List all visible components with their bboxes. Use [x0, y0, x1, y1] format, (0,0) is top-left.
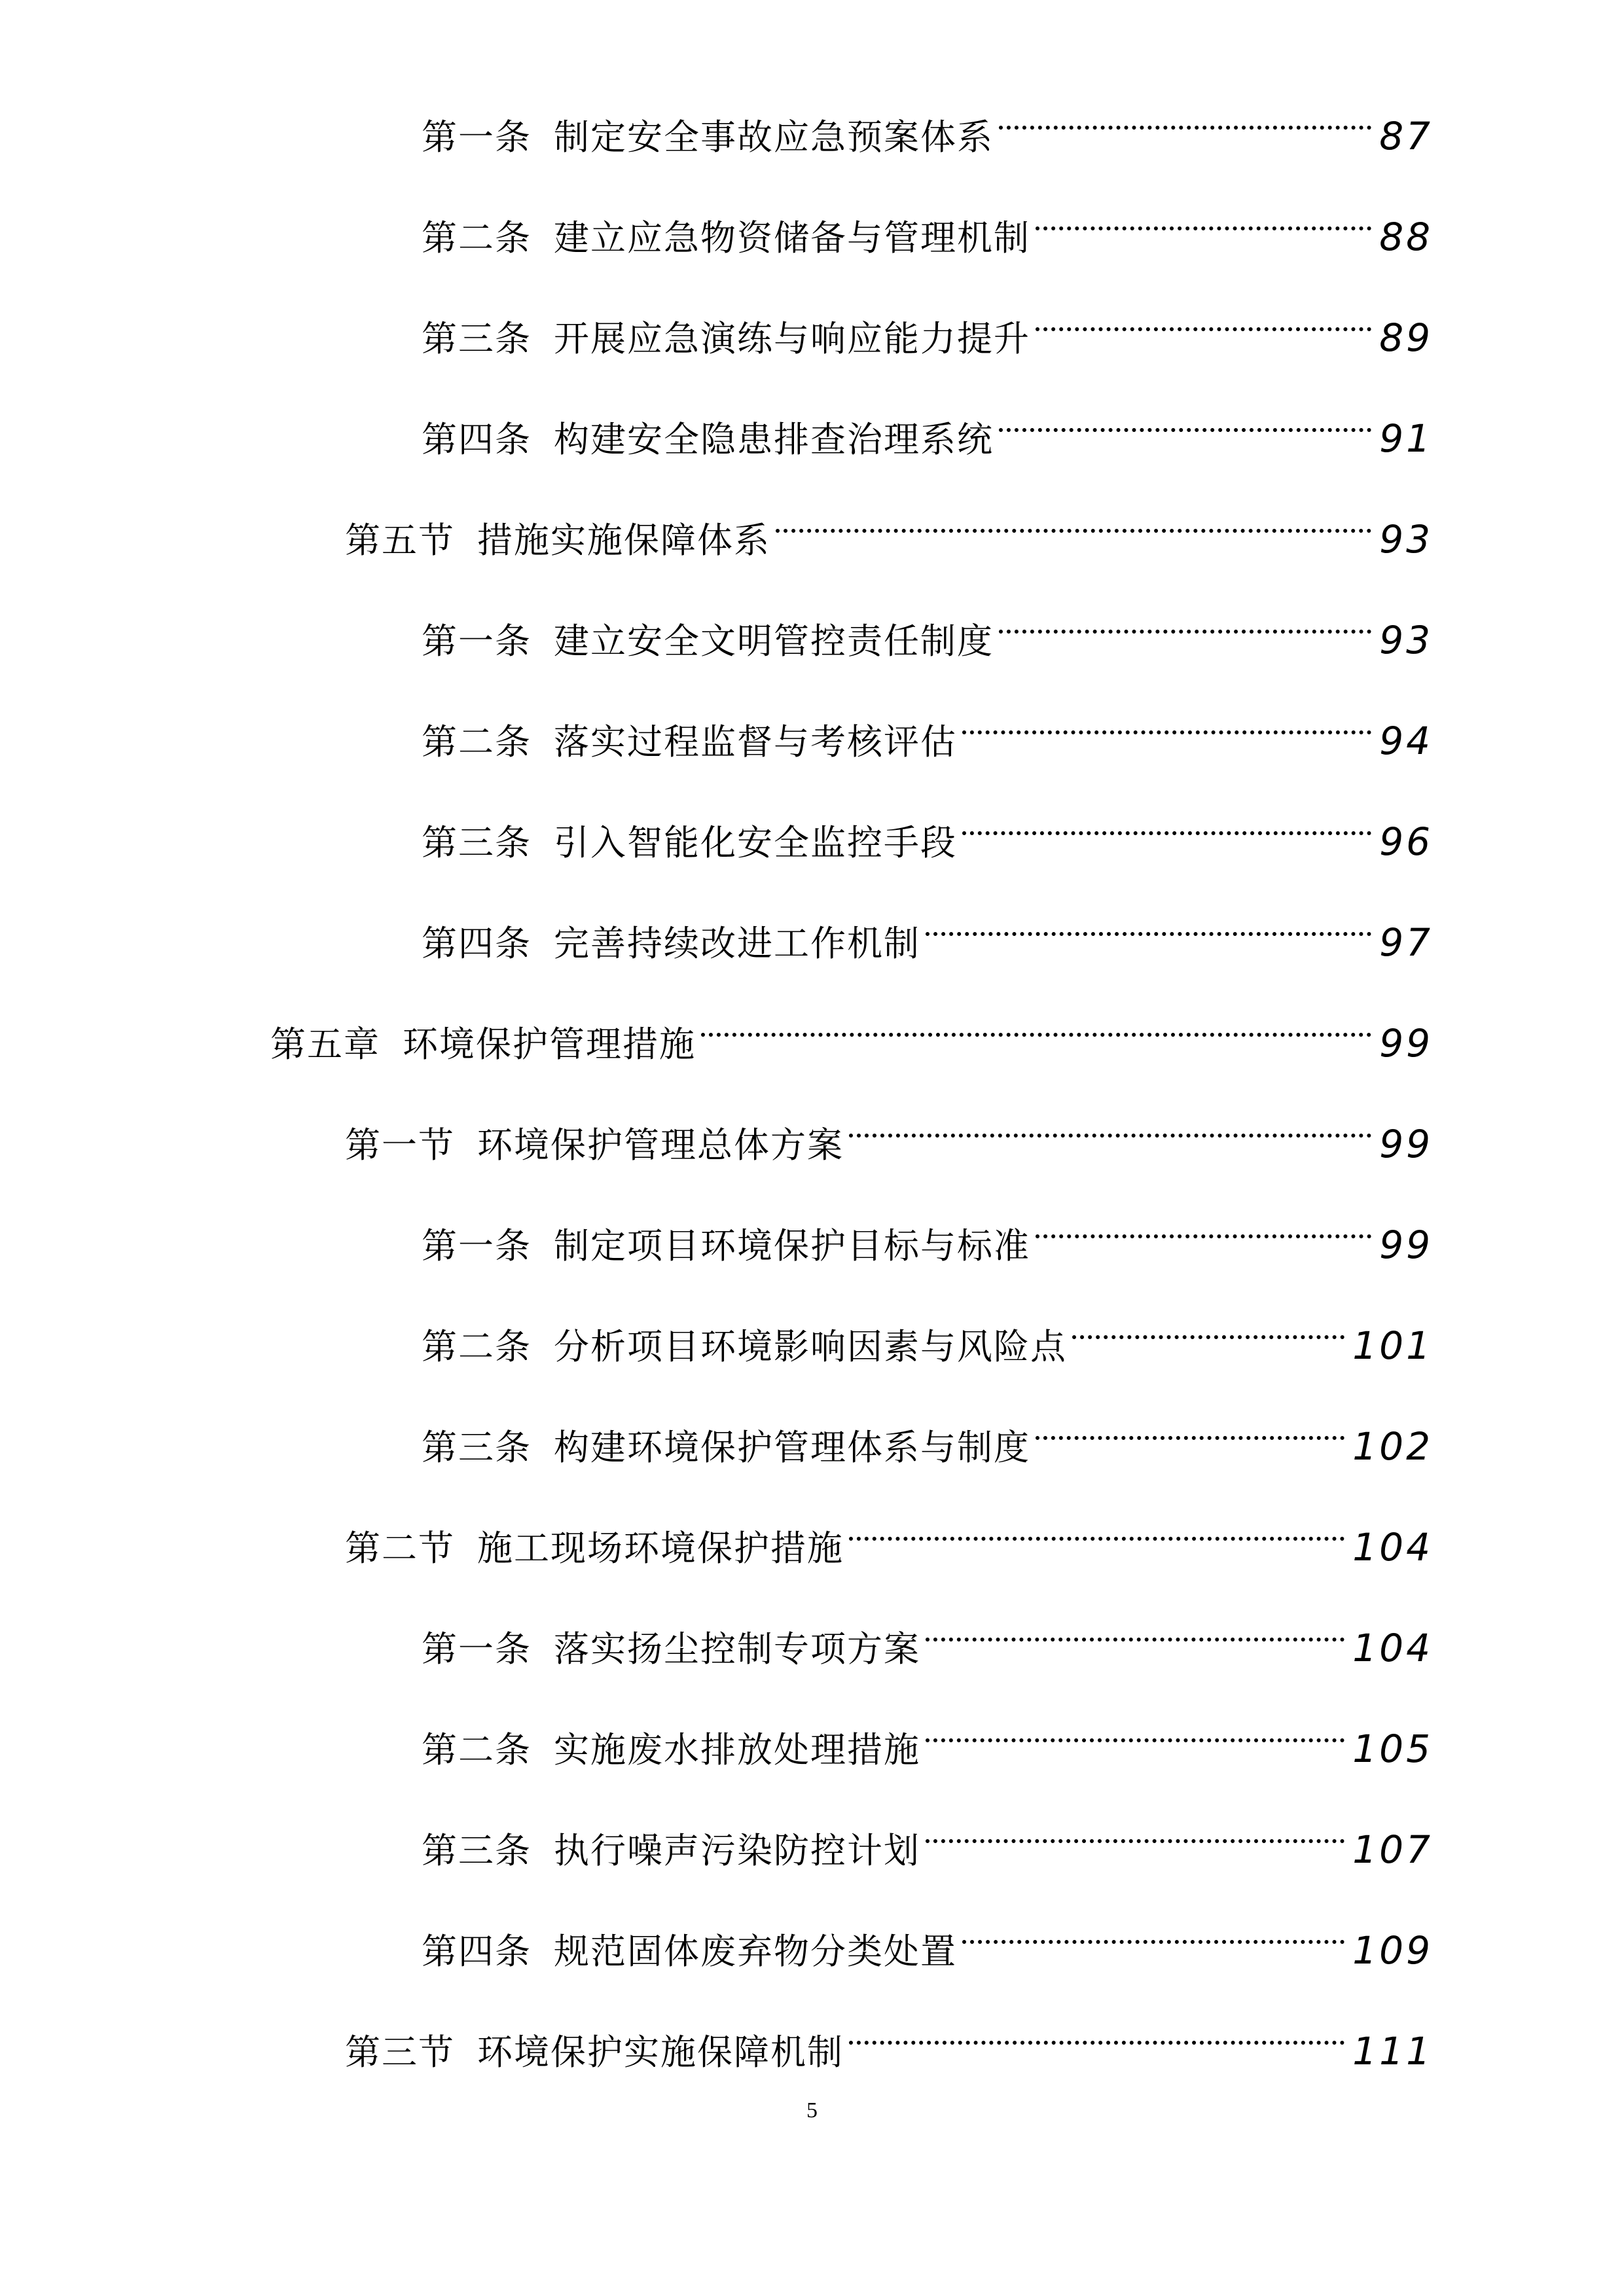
toc-entry-number: 第二条 [422, 721, 532, 762]
toc-entry-number: 第二节 [345, 1528, 455, 1569]
toc-entry-number: 第五章 [270, 1024, 380, 1065]
toc-entry-number: 第三条 [422, 1427, 532, 1468]
toc-entry[interactable] [422, 581, 1433, 662]
toc-entry[interactable] [422, 380, 1433, 461]
dot-leader [1036, 1388, 1344, 1460]
toc-entry-number: 第四条 [422, 923, 532, 964]
toc-entry-number: 第五节 [345, 520, 455, 561]
dot-leader [962, 1892, 1344, 1964]
toc-entry[interactable] [422, 77, 1433, 158]
page-number: 5 [806, 2098, 818, 2123]
toc-entry-title: 施工现场环境保护措施 [477, 1528, 844, 1569]
toc-entry-page: 89 [1379, 315, 1433, 360]
toc-entry[interactable] [422, 178, 1433, 259]
toc-entry-number: 第一条 [422, 1628, 532, 1670]
toc-entry-page: 94 [1379, 719, 1433, 763]
toc-entry-title: 环境保护管理总体方案 [477, 1124, 844, 1166]
toc-entry[interactable] [345, 480, 1433, 562]
dot-leader [926, 1589, 1344, 1661]
toc-entry-title: 分析项目环境影响因素与风险点 [554, 1326, 1067, 1367]
toc-entry-title: 构建环境保护管理体系与制度 [554, 1427, 1030, 1468]
dot-leader [962, 783, 1371, 855]
toc-entry-title: 落实扬尘控制专项方案 [554, 1628, 920, 1670]
toc-entry-title: 引入智能化安全监控手段 [554, 822, 957, 863]
dot-leader [926, 884, 1371, 956]
toc-entry-title: 开展应急演练与响应能力提升 [554, 318, 1030, 359]
dot-leader [962, 682, 1371, 754]
dot-leader [701, 984, 1371, 1056]
toc-entry-number: 第四条 [422, 419, 532, 460]
toc-entry[interactable] [345, 1085, 1433, 1166]
dot-leader [849, 1992, 1344, 2064]
dot-leader [926, 1791, 1344, 1863]
toc-entry-page: 104 [1352, 1525, 1433, 1570]
toc-entry-number: 第三节 [345, 2032, 455, 2073]
toc-entry-page: 99 [1379, 1122, 1433, 1166]
toc-entry-number: 第二条 [422, 1729, 532, 1770]
toc-entry[interactable] [345, 1992, 1433, 2073]
toc-entry-page: 107 [1352, 1827, 1433, 1872]
toc-entry[interactable] [422, 1388, 1433, 1469]
toc-entry[interactable] [422, 884, 1433, 965]
toc-entry-page: 99 [1379, 1223, 1433, 1267]
toc-entry-page: 93 [1379, 618, 1433, 662]
toc-entry-title: 实施废水排放处理措施 [554, 1729, 920, 1770]
toc-entry-number: 第二条 [422, 217, 532, 259]
toc-entry-title: 制定安全事故应急预案体系 [554, 117, 994, 158]
toc-entry[interactable] [422, 1690, 1433, 1771]
toc-entry-title: 构建安全隐患排查治理系统 [554, 419, 994, 460]
dot-leader [849, 1085, 1371, 1157]
dot-leader [999, 581, 1371, 653]
toc-entry[interactable] [422, 783, 1433, 864]
toc-entry-page: 109 [1352, 1928, 1433, 1973]
toc-entry-page: 105 [1352, 1727, 1433, 1771]
toc-entry[interactable] [422, 682, 1433, 763]
toc-entry-title: 执行噪声污染防控计划 [554, 1830, 920, 1871]
dot-leader [1036, 178, 1371, 250]
toc-entry-title: 环境保护实施保障机制 [477, 2032, 844, 2073]
toc-entry[interactable] [270, 984, 1433, 1066]
toc-entry[interactable] [422, 279, 1433, 360]
toc-entry-number: 第三条 [422, 1830, 532, 1871]
toc-entry-number: 第一节 [345, 1124, 455, 1166]
toc-entry-number: 第一条 [422, 620, 532, 662]
toc-entry[interactable] [422, 1892, 1433, 1973]
toc-entry-number: 第三条 [422, 822, 532, 863]
toc-entry-page: 87 [1379, 114, 1433, 158]
toc-entry-page: 99 [1379, 1021, 1433, 1066]
toc-entry-page: 104 [1352, 1626, 1433, 1670]
toc-entry[interactable] [422, 1186, 1433, 1267]
toc-entry-page: 101 [1352, 1323, 1433, 1368]
dot-leader [849, 1488, 1344, 1560]
toc-entry-page: 102 [1352, 1424, 1433, 1469]
toc-entry-number: 第二条 [422, 1326, 532, 1367]
dot-leader [1036, 279, 1371, 351]
toc-entry-title: 完善持续改进工作机制 [554, 923, 920, 964]
toc-entry-title: 建立安全文明管控责任制度 [554, 620, 994, 662]
toc-entry-title: 落实过程监督与考核评估 [554, 721, 957, 762]
dot-leader [999, 380, 1371, 452]
dot-leader [926, 1690, 1344, 1762]
toc-entry-number: 第一条 [422, 117, 532, 158]
toc-entry-number: 第四条 [422, 1931, 532, 1972]
toc-entry-page: 88 [1379, 215, 1433, 259]
dot-leader [1036, 1186, 1371, 1258]
toc-entry[interactable] [345, 1488, 1433, 1570]
toc-entry[interactable] [422, 1791, 1433, 1872]
toc-entry-number: 第一条 [422, 1225, 532, 1266]
dot-leader [1072, 1287, 1344, 1359]
toc-entry-title: 规范固体废弃物分类处置 [554, 1931, 957, 1972]
toc-entry-number: 第三条 [422, 318, 532, 359]
toc-entry-title: 环境保护管理措施 [403, 1024, 696, 1065]
toc-entry-title: 制定项目环境保护目标与标准 [554, 1225, 1030, 1266]
toc-entry-page: 111 [1352, 2029, 1433, 2073]
toc-entry-page: 93 [1379, 517, 1433, 562]
toc-entry-page: 96 [1379, 819, 1433, 864]
toc-entry-page: 97 [1379, 920, 1433, 965]
dot-leader [776, 480, 1371, 552]
dot-leader [999, 77, 1371, 149]
toc-entry-title: 措施实施保障体系 [477, 520, 770, 561]
toc-entry-title: 建立应急物资储备与管理机制 [554, 217, 1030, 259]
toc-entry[interactable] [422, 1589, 1433, 1670]
toc-entry-page: 91 [1379, 416, 1433, 461]
toc-entry[interactable] [422, 1287, 1433, 1368]
